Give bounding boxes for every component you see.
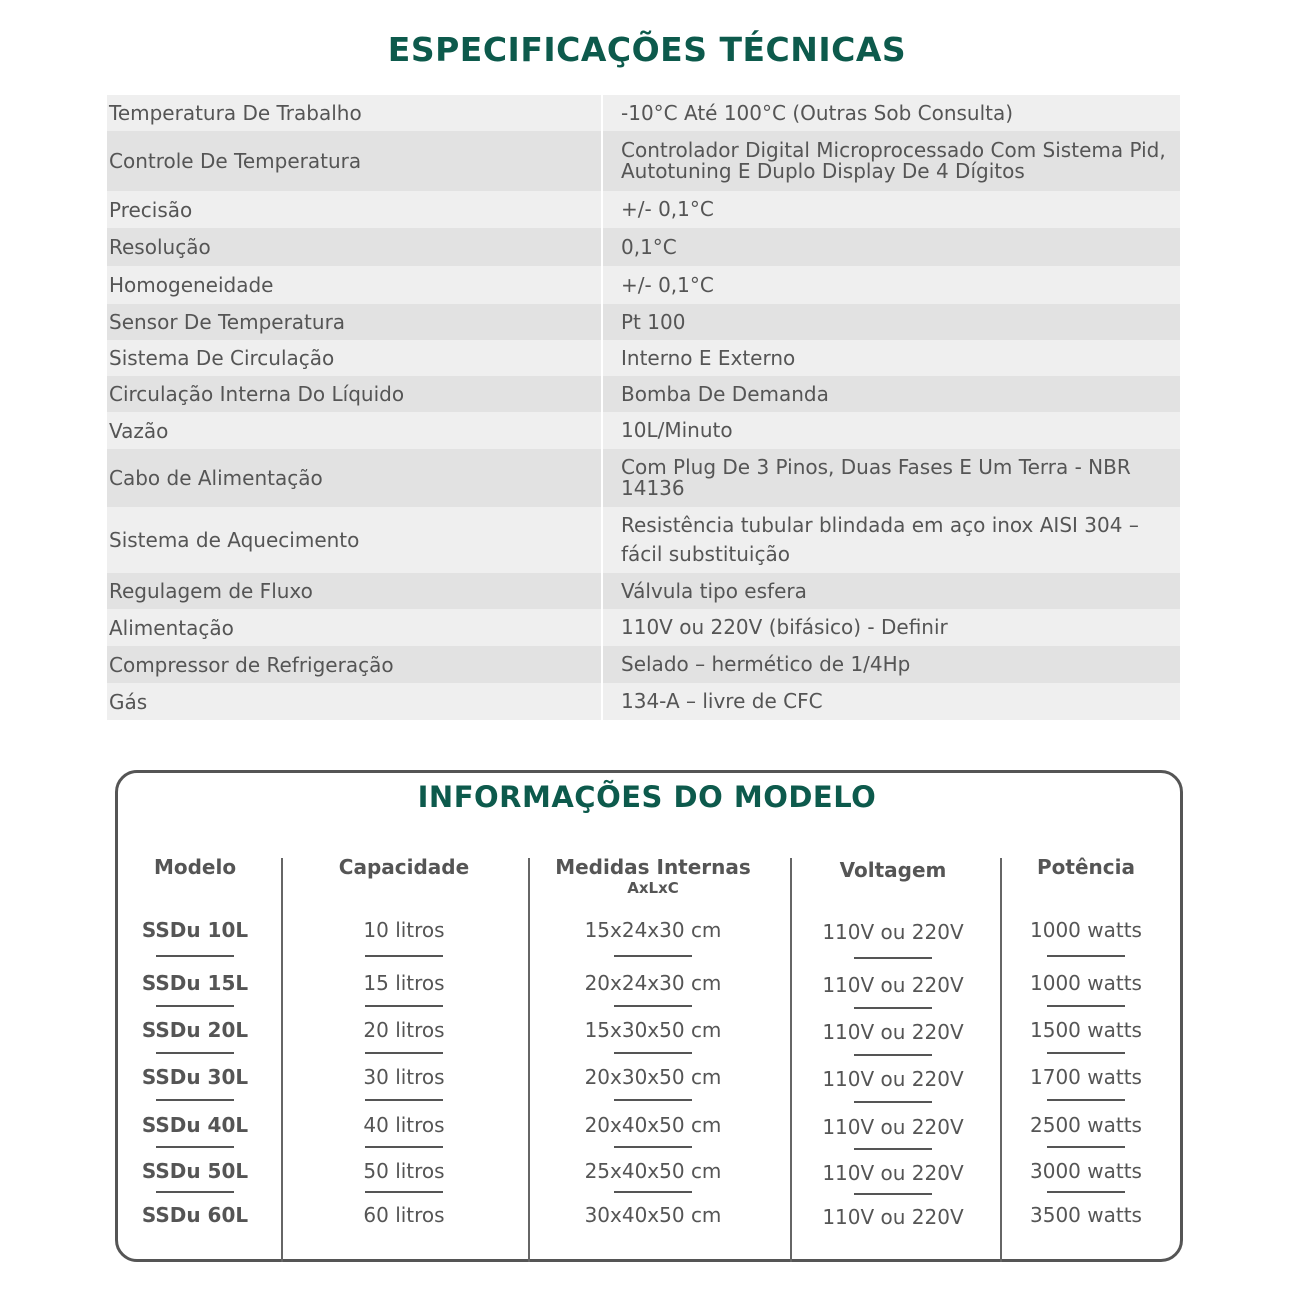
row-separator [1047,1005,1125,1007]
model-cell: SSDu 40L [141,1113,249,1137]
model-cell: 10 litros [363,918,445,942]
spec-value: +/- 0,1°C [621,197,714,221]
model-cell: 3500 watts [1030,1203,1142,1227]
row-separator [365,1099,443,1101]
model-cell: 20 litros [363,1018,445,1042]
row-separator [156,1052,234,1054]
model-cell: 20x30x50 cm [584,1065,722,1089]
spec-value: Bomba De Demanda [621,381,829,406]
model-cell: SSDu 30L [141,1065,249,1089]
model-cell: 110V ou 220V [822,1067,964,1091]
spec-value: Pt 100 [621,309,686,334]
row-separator [365,1052,443,1054]
row-separator [614,955,692,957]
spec-row [107,191,1180,228]
model-cell: SSDu 50L [141,1159,249,1183]
row-separator [854,1054,932,1056]
row-separator [854,1193,932,1195]
row-separator [1047,955,1125,957]
model-column [793,855,993,1255]
model-column [533,855,773,1255]
model-cell: 3000 watts [1030,1159,1142,1183]
model-cell: SSDu 60L [141,1203,249,1227]
spec-label: Cabo de Alimentação [107,449,603,507]
row-separator [614,1099,692,1101]
model-cell: 15x24x30 cm [584,918,722,942]
model-title: INFORMAÇÕES DO MODELO [417,780,877,814]
spec-value: 10L/Minuto [621,418,733,442]
model-column [304,855,504,1255]
model-column [115,855,275,1255]
spec-label: Controle De Temperatura [107,131,603,191]
spec-value: Válvula tipo esfera [621,578,807,603]
model-cell: SSDu 15L [141,971,249,995]
row-separator [156,1191,234,1193]
row-separator [1047,1052,1125,1054]
row-separator [156,1005,234,1007]
row-separator [365,1146,443,1148]
spec-row [107,412,1180,449]
spec-row [107,683,1180,720]
spec-row [107,573,1180,609]
column-subheader: AxLxC [627,879,679,897]
model-cell: 60 litros [363,1203,445,1227]
model-cell: 20x24x30 cm [584,971,722,995]
row-separator [614,1146,692,1148]
model-cell: 2500 watts [1030,1113,1142,1137]
model-cell: 110V ou 220V [822,1020,964,1044]
spec-value: 110V ou 220V (bifásico) - Definir [621,615,948,639]
model-cell: 15x30x50 cm [584,1018,722,1042]
row-separator [614,1052,692,1054]
column-header: Modelo [153,855,237,879]
spec-title: ESPECIFICAÇÕES TÉCNICAS [387,30,907,69]
model-column [991,855,1181,1255]
spec-row [107,95,1180,131]
spec-row [107,376,1180,412]
spec-row [107,266,1180,304]
row-separator [854,957,932,959]
spec-value: -10°C Até 100°C (Outras Sob Consulta) [621,100,1014,125]
model-cell: 20x40x50 cm [584,1113,722,1137]
column-header: Capacidade [338,855,470,879]
spec-value: Interno E Externo [621,345,796,370]
spec-value: Selado – hermético de 1/4Hp [621,652,911,676]
row-separator [365,1005,443,1007]
spec-value: Resistência tubular blindada em aço inox AISI 304 – fácil substituição [621,513,1139,566]
spec-row [107,449,1180,507]
model-cell: 1000 watts [1030,918,1142,942]
column-divider [281,858,283,1262]
column-divider [528,858,530,1262]
model-cell: 110V ou 220V [822,920,964,944]
spec-label: Alimentação [107,609,603,646]
spec-label: Homogeneidade [107,266,603,304]
model-cell: SSDu 10L [141,918,249,942]
row-separator [156,955,234,957]
spec-value: +/- 0,1°C [621,272,714,297]
row-separator [854,1148,932,1150]
spec-label: Gás [107,683,603,720]
model-cell: 15 litros [363,971,445,995]
model-cell: 50 litros [363,1159,445,1183]
model-cell: 110V ou 220V [822,973,964,997]
row-separator [1047,1191,1125,1193]
row-separator [156,1099,234,1101]
spec-row [107,340,1180,376]
row-separator [854,1101,932,1103]
spec-value: 134-A – livre de CFC [621,689,823,713]
spec-table [107,95,1180,720]
spec-label: Vazão [107,412,603,449]
model-cell: 30x40x50 cm [584,1203,722,1227]
spec-label: Circulação Interna Do Líquido [107,376,603,412]
model-cell: SSDu 20L [141,1018,249,1042]
model-cell: 1500 watts [1030,1018,1142,1042]
model-cell: 30 litros [363,1065,445,1089]
row-separator [1047,1146,1125,1148]
column-header: Potência [1037,855,1135,879]
spec-row [107,507,1180,573]
row-separator [365,955,443,957]
spec-label: Temperatura De Trabalho [107,95,603,131]
spec-label: Sistema de Aquecimento [107,507,603,573]
column-divider [790,858,792,1262]
spec-label: Sensor De Temperatura [107,304,603,340]
column-header: Medidas Internas [555,855,751,879]
spec-label: Compressor de Refrigeração [107,646,603,683]
model-cell: 110V ou 220V [822,1205,964,1229]
model-cell: 25x40x50 cm [584,1159,722,1183]
row-separator [1047,1099,1125,1101]
spec-label: Resolução [107,228,603,266]
model-cell: 110V ou 220V [822,1161,964,1185]
spec-value: 0,1°C [621,234,677,259]
spec-row [107,646,1180,683]
column-header: Voltagem [839,858,947,882]
model-cell: 1000 watts [1030,971,1142,995]
model-cell: 1700 watts [1030,1065,1142,1089]
model-cell: 110V ou 220V [822,1115,964,1139]
spec-value: Controlador Digital Microprocessado Com Sistema Pid, Autotuning E Duplo Display De 4 Dígitos [621,138,1166,183]
spec-label: Precisão [107,191,603,228]
spec-row [107,228,1180,266]
spec-row [107,304,1180,340]
spec-value: Com Plug De 3 Pinos, Duas Fases E Um Terra - NBR 14136 [621,455,1131,500]
row-separator [854,1007,932,1009]
spec-label: Sistema De Circulação [107,340,603,376]
row-separator [614,1005,692,1007]
row-separator [156,1146,234,1148]
spec-row [107,609,1180,646]
model-cell: 40 litros [363,1113,445,1137]
spec-label: Regulagem de Fluxo [107,573,603,609]
row-separator [614,1191,692,1193]
spec-row [107,131,1180,191]
row-separator [365,1191,443,1193]
